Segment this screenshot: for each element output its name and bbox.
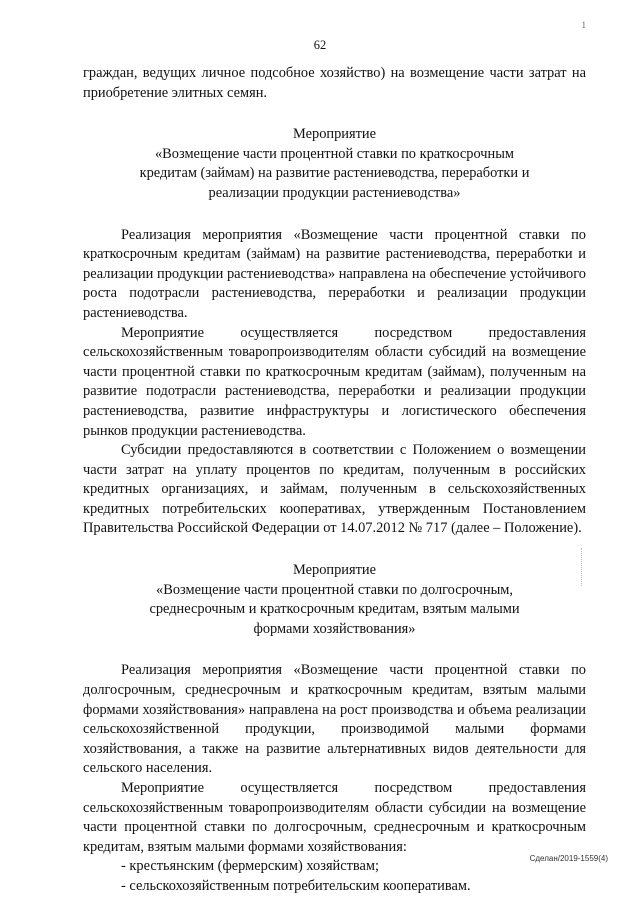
section2-heading xyxy=(83,561,586,639)
page-number: 62 xyxy=(313,38,327,52)
section2-paragraph-2: Мероприятие осуществляется посредством предоставления сельскохозяйственным товаропроизводителям области субсидии на возмещение части процентной ставки по долгосрочным, среднесрочным и краткосрочным кредитам, взятым малыми формами хозяйствования: xyxy=(83,780,586,855)
section1-paragraph-2: Мероприятие осуществляется посредством предоставления сельскохозяйственным товаропроизводителям области субсидий на возмещение части процентной ставки по краткосрочным кредитам (займам), полученным на развитие подотрасли растениеводства, переработки и реализации продукции растениеводства, развитие инфраструктуры и логистического обеспечения рынков продукции растениеводства. xyxy=(83,324,586,439)
section2-title: «Возмещение части процентной ставки по долгосрочным, среднесрочным и краткосрочным кредитам, взятым малыми формами хозяйствования» xyxy=(149,581,520,637)
section1-title: «Возмещение части процентной ставки по краткосрочным кредитам (займам) на развитие растениеводства, переработки и реализации продукции растениеводства» xyxy=(139,145,530,201)
list-item: - крестьянским (фермерским) хозяйствам; xyxy=(121,858,380,875)
section2-paragraph-1: Реализация мероприятия «Возмещение части процентной ставки по долгосрочным, среднесрочным и краткосрочным кредитам, взятым малыми формами хозяйствования» направлена на рост производства и объема реализации сельскохозяйственной продукции, производимой малыми формами хозяйствования, а также на развитие альтернативных видов деятельности для сельского населения. xyxy=(83,662,586,777)
corner-mark: 1 xyxy=(581,20,586,30)
section1-paragraph-3: Субсидии предоставляются в соответствии с Положением о возмещении части затрат на уплату процентов по кредитам, полученным в российских кредитных организациях, и займам, полученным в сельскохозяйственных кредитных потребительских кооперативах, утвержденным Постановлением Правительства Российской Федерации от 14.07.2012 № 717 (далее – Положение). xyxy=(83,442,586,537)
section1-paragraph-1: Реализация мероприятия «Возмещение части процентной ставки по краткосрочным кредитам (займам) на развитие растениеводства, переработки и реализации продукции растениеводства» направлена на обеспечение устойчивого роста подотрасли растениеводства, переработки и реализации продукции растениеводства. xyxy=(83,226,586,321)
document-body xyxy=(83,64,586,897)
list-item: - сельскохозяйственным потребительским кооперативам. xyxy=(121,877,471,894)
section1-heading xyxy=(83,125,586,203)
footer-code: Сделан/2019-1559(4) xyxy=(529,854,608,863)
section1-label: Мероприятие xyxy=(293,126,376,143)
section2-label: Мероприятие xyxy=(293,562,376,579)
intro-continuation: граждан, ведущих личное подсобное хозяйство) на возмещение части затрат на приобретение элитных семян. xyxy=(83,65,586,101)
